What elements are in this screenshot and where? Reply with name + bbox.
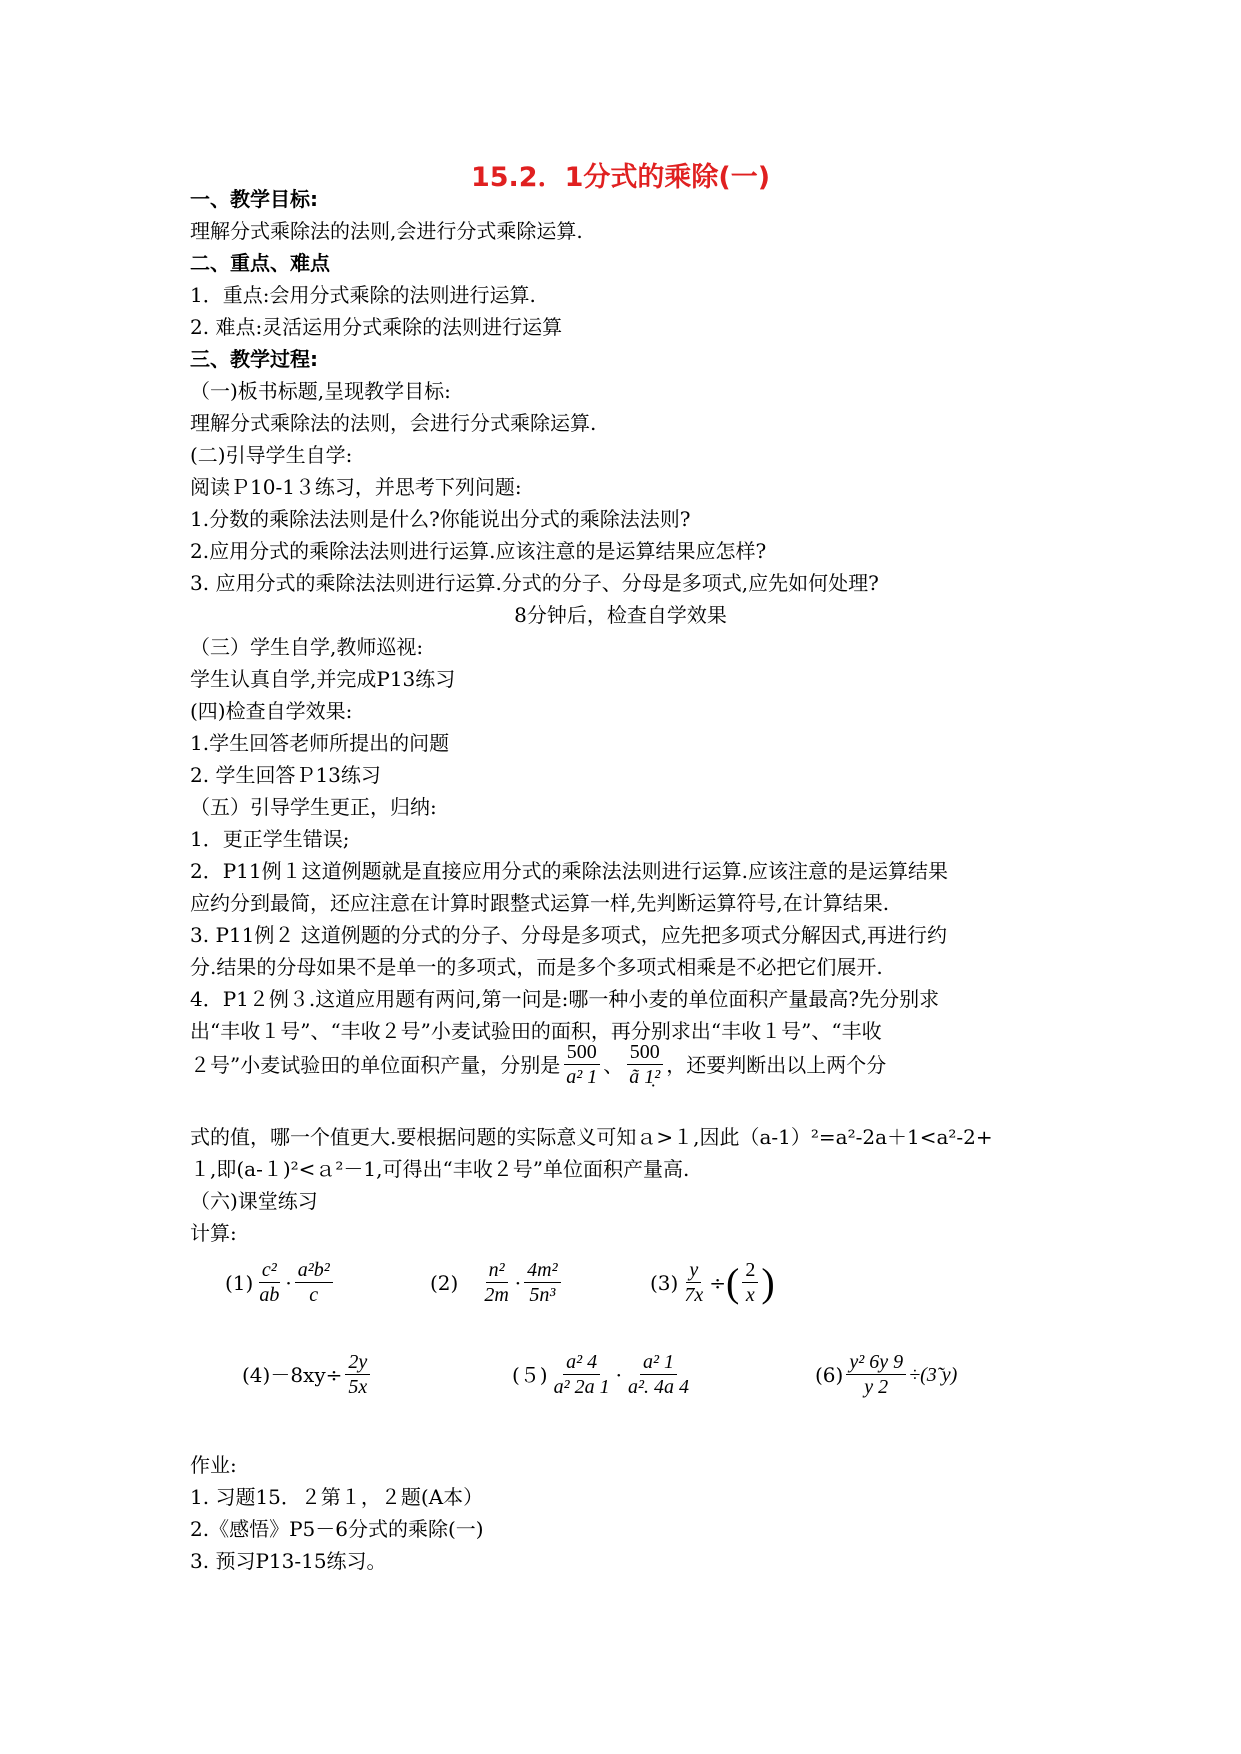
denominator: a² 2a 1 (553, 1376, 610, 1398)
text-line: 1.学生回答老师所提出的问题 (190, 731, 450, 755)
divide-sign: ÷ (709, 1270, 726, 1295)
text-line: 3. 预习P13-15练习。 (190, 1549, 387, 1573)
denominator: 5x (348, 1376, 368, 1398)
exercise-label: (3) (650, 1270, 679, 1295)
multiply-dot: · (285, 1270, 292, 1295)
exercise-1 (225, 1258, 336, 1307)
text-line: 1．重点:会用分式乘除的法则进行运算. (190, 283, 536, 307)
text-line: 2．P11例１这道例题就是直接应用分式的乘除法法则进行运算.应该注意的是运算结果 (190, 859, 948, 883)
exercise-3 (650, 1258, 775, 1307)
text-line: 3. P11例２ 这道例题的分式的分子、分母是多项式，应先把多项式分解因式,再进行约 (190, 923, 948, 947)
exercise-label: (1) (225, 1270, 254, 1295)
text-line: 1.分数的乘除法法则是什么?你能说出分式的乘除法法则? (190, 507, 691, 531)
text-line: （六)课堂练习 (190, 1189, 318, 1213)
numerator: a² 4 (563, 1350, 600, 1375)
denominator: c (309, 1284, 319, 1306)
text-line: 理解分式乘除法的法则，会进行分式乘除运算. (190, 411, 597, 435)
text-line: １,即(a-１)²<ａ²－1,可得出“丰收２号”单位面积产量高. (190, 1157, 690, 1181)
divide-sign: ÷ (325, 1362, 343, 1387)
fraction (256, 1258, 282, 1307)
text-line: 4．P1２例３.这道应用题有两问,第一问是:哪一种小麦的单位面积产量最高?先分别求 (190, 987, 940, 1011)
denominator: ã 1̣² (629, 1066, 661, 1088)
text-line: (二)引导学生自学: (190, 443, 353, 467)
text-line: 1．更正学生错误; (190, 827, 350, 851)
multiply-dot: · (615, 1362, 622, 1387)
text-line: （一)板书标题,呈现教学目标: (190, 379, 451, 403)
numerator: n² (486, 1258, 508, 1283)
section-heading: 三、教学过程: (190, 347, 318, 371)
denominator: ab (259, 1284, 280, 1306)
exercise-label: (4)－8xy (242, 1362, 326, 1387)
fraction (345, 1350, 370, 1399)
text-line: 2.应用分式的乘除法法则进行运算.应该注意的是运算结果应怎样? (190, 539, 767, 563)
fraction-sentence (190, 1040, 886, 1089)
fraction-1 (563, 1040, 600, 1089)
numerator: a² 1 (640, 1350, 677, 1375)
text-line: 2. 学生回答Ｐ13练习 (190, 763, 381, 787)
text-line: 学生认真自学,并完成P13练习 (190, 667, 456, 691)
text-line: 出“丰收１号”、“丰收２号”小麦试验田的面积，再分别求出“丰收１号”、“丰收 (190, 1019, 882, 1043)
exercise-5 (512, 1350, 695, 1399)
numerator: 500 (564, 1040, 600, 1065)
denominator: x (745, 1284, 755, 1306)
exercise-label: (５) (512, 1362, 548, 1387)
numerator: 4m² (524, 1258, 560, 1283)
numerator: 500 (627, 1040, 663, 1065)
text-line: 1. 习题15．２第１，２题(A本） (190, 1485, 484, 1509)
left-paren: ( (726, 1259, 740, 1305)
text-line: ，还要判断出以上两个分 (666, 1052, 887, 1077)
numerator: 2y (345, 1350, 370, 1375)
text-line: 式的值，哪一个值更大.要根据问题的实际意义可知ａ>１,因此（a-1）²=a²-2a＋1<a²-2+ (190, 1125, 993, 1149)
text-line: （三）学生自学,教师巡视: (190, 635, 424, 659)
numerator: y (686, 1258, 701, 1283)
text-line: 理解分式乘除法的法则,会进行分式乘除运算. (190, 219, 583, 243)
exercise-4 (242, 1350, 373, 1399)
section-heading: 二、重点、难点 (190, 251, 330, 275)
text-line: (四)检查自学效果: (190, 699, 353, 723)
numerator: c² (259, 1258, 280, 1283)
text-line: 3. 应用分式的乘除法法则进行运算.分式的分子、分母是多项式,应先如何处理? (190, 571, 879, 595)
exercise-2 (430, 1258, 564, 1307)
fraction (295, 1258, 333, 1307)
fraction (846, 1350, 906, 1399)
fraction (625, 1350, 692, 1399)
exercise-label: (2) (430, 1270, 459, 1295)
fraction-2 (626, 1040, 663, 1089)
multiply-dot: · (514, 1270, 522, 1295)
fraction (481, 1258, 511, 1307)
numerator: 2 (742, 1258, 758, 1283)
text-line: ２号”小麦试验田的单位面积产量，分别是 (190, 1052, 561, 1077)
page-title: 15.2．1分式的乘除(一) (470, 162, 771, 193)
text-line: （五）引导学生更正，归纳: (190, 795, 437, 819)
denominator: a² 1 (566, 1066, 598, 1088)
text-line: 作业: (190, 1453, 237, 1477)
exercise-label: (6) (815, 1362, 844, 1387)
denominator: 7x (684, 1284, 704, 1306)
text-line: 阅读Ｐ10-1３练习，并思考下列问题: (190, 475, 522, 499)
text-line: 2.《感悟》P5－6分式的乘除(一) (190, 1517, 484, 1541)
fraction (551, 1350, 613, 1399)
fraction (524, 1258, 560, 1307)
text-line-centered: 8分钟后，检查自学效果 (514, 603, 727, 627)
exercise-6 (815, 1350, 957, 1399)
denominator: 2m (484, 1284, 509, 1306)
text-line: 应约分到最简，还应注意在计算时跟整式运算一样,先判断运算符号,在计算结果. (190, 891, 890, 915)
fraction (681, 1258, 706, 1307)
denominator: y 2 (864, 1376, 889, 1398)
text-line: 2. 难点:灵活运用分式乘除的法则进行运算 (190, 315, 563, 339)
separator: 、 (603, 1052, 624, 1077)
right-paren: ) (761, 1259, 775, 1305)
denominator: 5n³ (529, 1284, 556, 1306)
numerator: a²b² (295, 1258, 333, 1283)
numerator: y² 6y 9 (846, 1350, 906, 1375)
divisor-expression: ÷(3̃ y) (909, 1363, 958, 1386)
section-heading: 一、教学目标: (190, 187, 318, 211)
fraction (742, 1258, 758, 1307)
text-line: 计算: (190, 1221, 237, 1245)
denominator: a². 4a 4 (627, 1376, 689, 1398)
text-line: 分.结果的分母如果不是单一的多项式，而是多个多项式相乘是不必把它们展开. (190, 955, 883, 979)
